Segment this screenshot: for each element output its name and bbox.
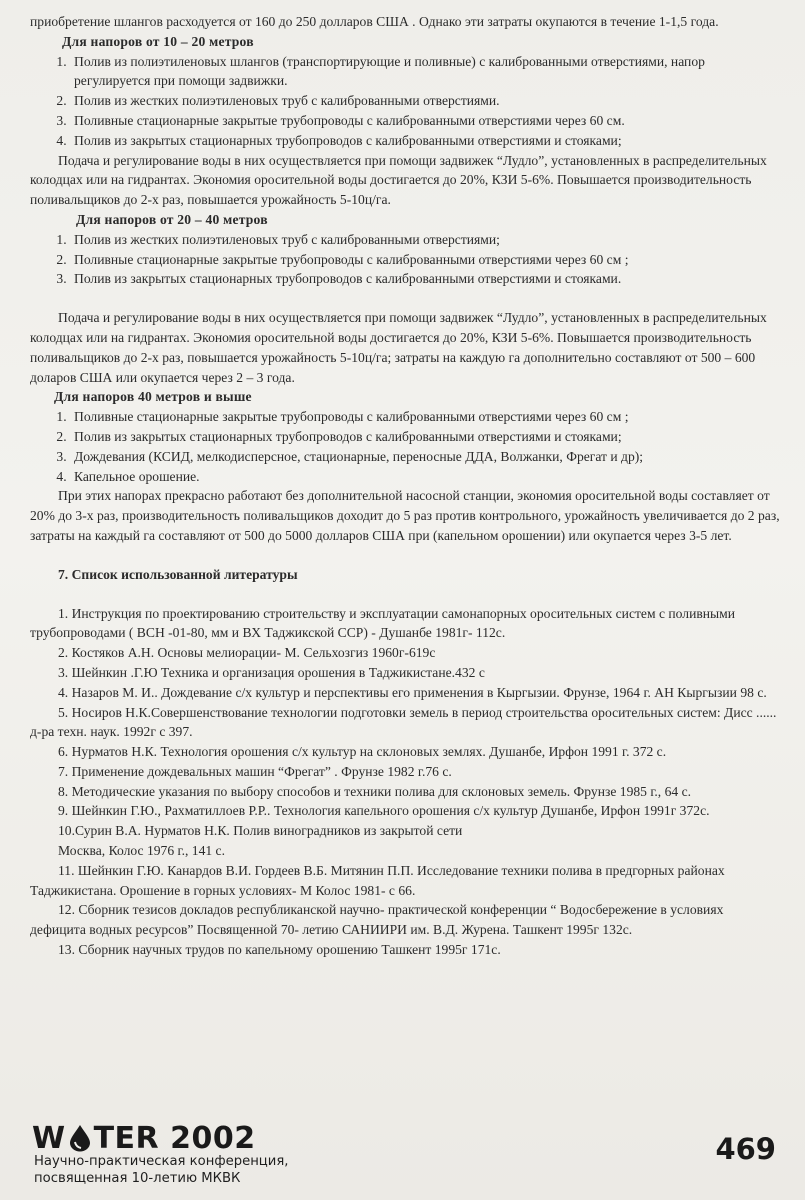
section3-heading: Для напоров 40 метров и выше [54,389,252,405]
list-item: 4. Полив из закрытых стационарных трубопроводов с калиброванными отверстиями и стояками; [70,131,782,151]
reference-item: 11. Шейнкин Г.Ю. Канардов В.И. Гордеев В.Б. Митянин П.П. Исследование техники полива в предгорных районах Таджикистана. Орошение в горных условиях- М Колос 1981- с 66. [30,862,725,898]
section3-list [30,407,782,486]
reference-item: Москва, Колос 1976 г., 141 с. [58,843,225,859]
list-item: 1. Полив из жестких полиэтиленовых труб с калиброванными отверстиями; [70,230,782,250]
reference-item: 13. Сборник научных трудов по капельному орошению Ташкент 1995г 171с. [58,942,501,958]
section3-paragraph: При этих напорах прекрасно работают без дополнительной насосной станции, экономия оросительной воды составляет от 20% до 3-х раз, производительность поливальщиков доходит до 5 раз против контрольного, урожайность увеличивается до 2 раз, затраты на каждый га составляют от 500 до 5000 долларов США при (капельном орошении) или окупается через 3-5 лет. [30,488,780,543]
conference-subtitle [34,1153,288,1187]
reference-item: 5. Носиров Н.К.Совершенствование технологии подготовки земель в период строительства оросительных систем: Дисс ...... д-ра техн. наук. 1992г с 397. [30,704,777,740]
list-item: 2. Полив из жестких полиэтиленовых труб с калиброванными отверстиями. [70,91,782,111]
reference-item: 7. Применение дождевальных машин “Фрегат” . Фрунзе 1982 г.76 с. [58,763,452,779]
reference-item: 4. Назаров М. И.. Дождевание с/х культур и перспективы его применения в Кыргызии. Фрунзе, 1964 г. АН Кыргызии 98 с. [58,684,767,700]
reference-item: 6. Нурматов Н.К. Технология орошения с/х культур на склоновых землях. Душанбе, Ирфон 1991 г. 372 с. [58,744,667,760]
list-item: 3. Поливные стационарные закрытые трубопроводы с калиброванными отверстиями через 60 см. [70,111,782,131]
page-footer [30,1122,782,1192]
spacer [30,546,782,565]
section1-heading: Для напоров от 10 – 20 метров [62,33,254,49]
reference-item: 1. Инструкция по проектированию строительству и эксплуатации самонапорных оросительных систем с поливными трубопроводами ( ВСН -01-80, мм и ВХ Таджикской ССР) - Душанбе 1981г- 112с. [30,605,736,641]
logo-text-start: W [32,1120,66,1156]
section1-list [30,52,782,151]
list-item: 4. Капельное орошение. [70,467,782,487]
reference-item: 10.Сурин В.А. Нурматов Н.К. Полив виноградников из закрытой сети [58,823,463,839]
reference-item: 8. Методические указания по выбору способов и техники полива для склоновых земель. Фрунзе 1985 г., 64 с. [58,783,692,799]
section2-heading: Для напоров от 20 – 40 метров [76,211,268,227]
reference-item: 2. Костяков А.Н. Основы мелиорации- М. Сельхозгиз 1960г-619с [58,645,436,661]
subtitle-line: посвященная 10-летию МКВК [34,1171,241,1186]
logo-text-end: TER 2002 [93,1120,256,1156]
list-item: 3. Дождевания (КСИД, мелкодисперсное, стационарные, переносные ДДА, Волжанки, Фрегат и др); [70,447,782,467]
intro-paragraph: приобретение шлангов расходуется от 160 до 250 долларов США . Однако эти затраты окупаются в течение 1-1,5 года. [30,14,719,29]
page-number: 469 [715,1132,776,1166]
spacer [30,289,782,308]
section2-list [30,230,782,289]
page-content [30,12,782,960]
list-item: 1. Поливные стационарные закрытые трубопроводы с калиброванными отверстиями через 60 см ; [70,407,782,427]
water-drop-icon [67,1124,93,1152]
section2-paragraph: Подача и регулирование воды в них осуществляется при помощи задвижек “Лудло”, установленных в распределительных колодцах или на гидрантах. Экономия оросительной воды достигается до 20%, КЗИ 5-6%. Повышается производительность поливальщиков до 2-х раз, повышается урожайность 5-10ц/га; затраты на каждую га дополнительно составляют от 500 – 600 доларов США или окупается через 2 – 3 года. [30,310,767,385]
reference-item: 12. Сборник тезисов докладов республиканской научно- практической конференции “ Водосбережение в условиях дефицита водных ресурсов” Посвященной 70- летию САНИИРИ им. В.Д. Журена. Ташкент 1995г 132с. [30,902,724,938]
reference-item: 3. Шейнкин .Г.Ю Техника и организация орошения в Таджикистане.432 с [58,664,485,680]
spacer [30,585,782,604]
list-item: 2. Поливные стационарные закрытые трубопроводы с калиброванными отверстиями через 60 см ; [70,250,782,270]
water-2002-logo [32,1122,256,1154]
references-heading: 7. Список использованной литературы [58,566,298,582]
section1-paragraph: Подача и регулирование воды в них осуществляется при помощи задвижек “Лудло”, установленных в распределительных колодцах или на гидрантах. Экономия оросительной воды достигается до 20%, КЗИ 5-6%. Повышается производительность поливальщиков до 2-х раз, повышается урожайность 5-10ц/га. [30,152,767,208]
list-item: 2. Полив из закрытых стационарных трубопроводов с калиброванными отверстиями и стояками; [70,427,782,447]
reference-item: 9. Шейнкин Г.Ю., Рахматиллоев Р.Р.. Технология капельного орошения с/х культур Душанбе, Ирфон 1991г 372с. [58,803,710,819]
list-item: 1. Полив из полиэтиленовых шлангов (транспортирующие и поливные) с калиброванными отверстиями, напор регулируется при помощи задвижки. [70,52,782,92]
subtitle-line: Научно-практическая конференция, [34,1154,289,1169]
list-item: 3. Полив из закрытых стационарных трубопроводов с калиброванными отверстиями и стояками. [70,269,782,289]
references-list [30,604,782,960]
